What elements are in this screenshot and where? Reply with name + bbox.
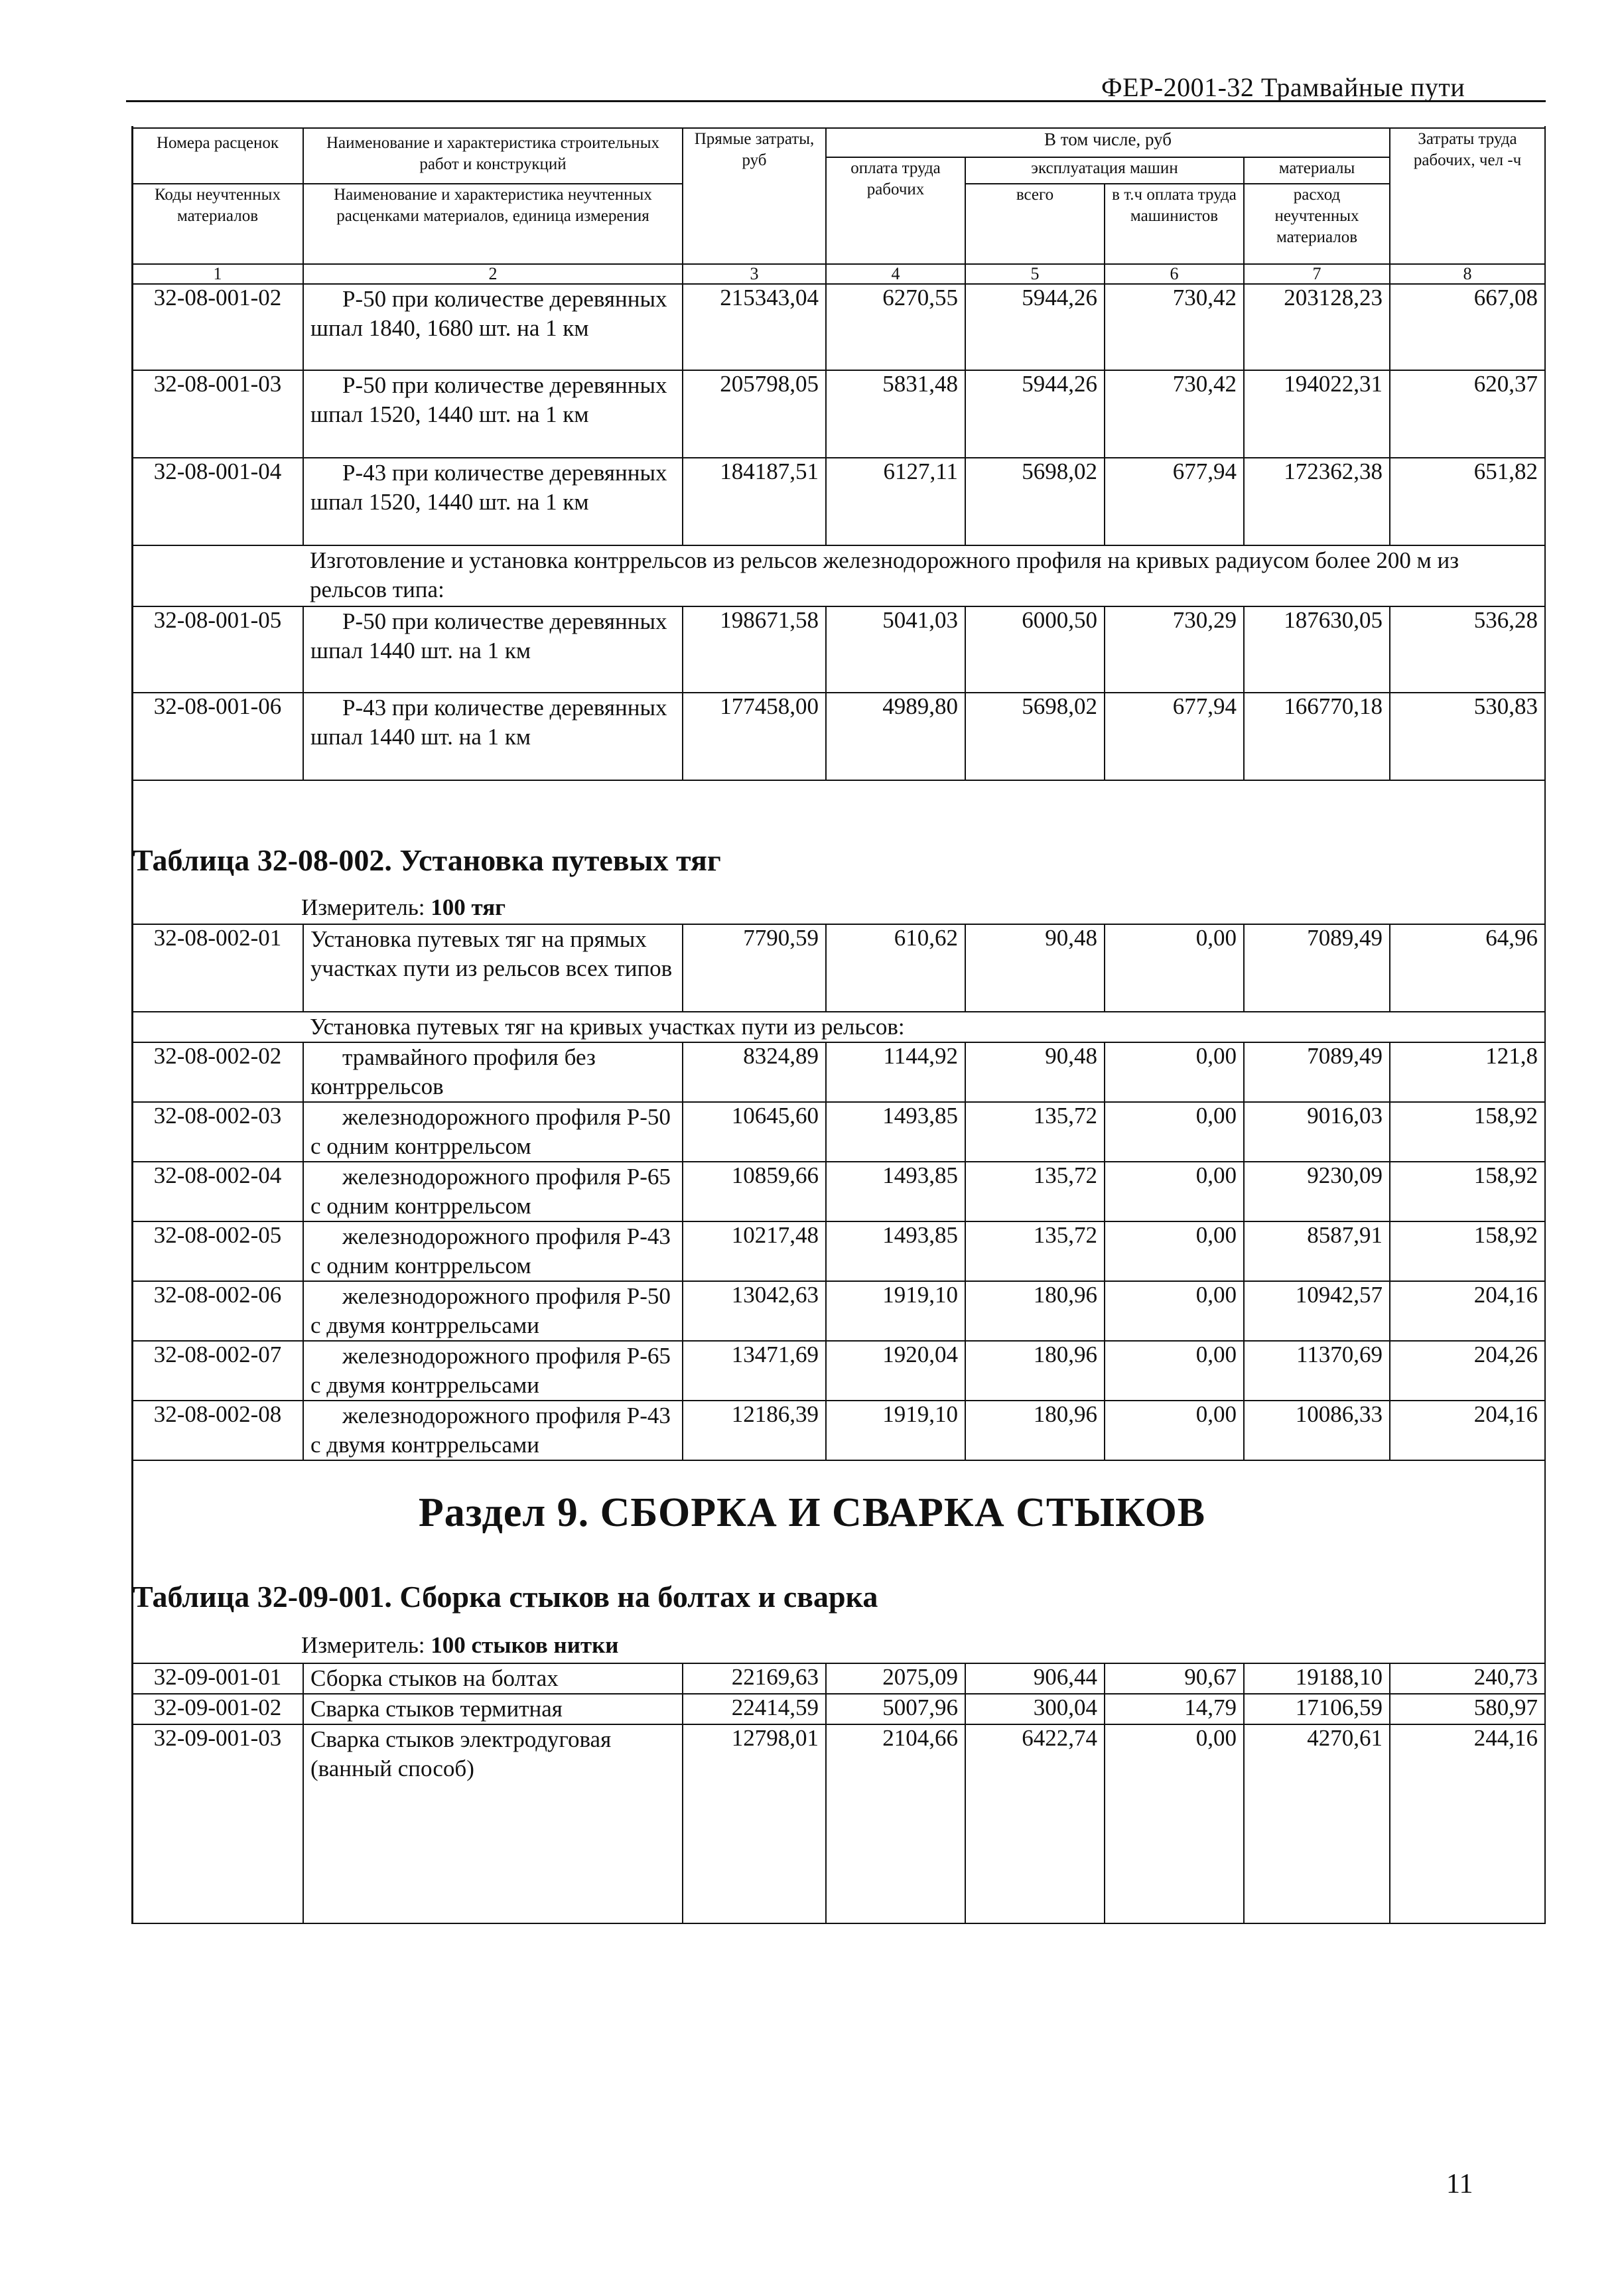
- direct-costs: 10217,48: [683, 1221, 826, 1281]
- machines-total: 135,72: [965, 1162, 1105, 1221]
- direct-costs: 177458,00: [683, 693, 826, 780]
- labor-hours: 244,16: [1390, 1724, 1545, 1923]
- rate-description: Сварка стыков термитная: [303, 1694, 683, 1724]
- column-header-labor-pay: оплата труда рабочих: [826, 157, 965, 264]
- column-header-codes: Номера расценок: [132, 128, 303, 184]
- materials: 7089,49: [1244, 1042, 1390, 1102]
- labor-hours: 580,97: [1390, 1694, 1545, 1724]
- labor-hours: 121,8: [1390, 1042, 1545, 1102]
- labor-pay: 2075,09: [826, 1663, 965, 1694]
- unit-value: 100 тяг: [431, 894, 506, 920]
- unit-label: Измеритель:: [301, 894, 425, 920]
- table-row: [132, 1694, 1545, 1724]
- machines-total: 5698,02: [965, 693, 1105, 780]
- table-row: [132, 284, 1545, 370]
- labor-pay: 1493,85: [826, 1162, 965, 1221]
- table-row: [132, 606, 1545, 693]
- table-row: [132, 1281, 1545, 1341]
- materials: 203128,23: [1244, 284, 1390, 370]
- rate-description: железнодорожного профиля Р-50 с двумя контррельсами: [303, 1281, 683, 1341]
- rate-code: 32-08-002-08: [132, 1401, 303, 1460]
- materials: 9230,09: [1244, 1162, 1390, 1221]
- labor-pay: 1493,85: [826, 1102, 965, 1162]
- rate-description: Р-43 при количестве деревянных шпал 1440 шт. на 1 км: [303, 693, 683, 780]
- table-row: [132, 1724, 1545, 1923]
- rate-code: 32-08-001-04: [132, 458, 303, 545]
- direct-costs: 8324,89: [683, 1042, 826, 1102]
- materials: 187630,05: [1244, 606, 1390, 693]
- machinist-pay: 0,00: [1105, 1042, 1244, 1102]
- labor-hours: 536,28: [1390, 606, 1545, 693]
- labor-hours: 204,16: [1390, 1281, 1545, 1341]
- column-header-machinist-pay: в т.ч оплата труда машинистов: [1105, 184, 1244, 264]
- labor-pay: 1919,10: [826, 1401, 965, 1460]
- machinist-pay: 0,00: [1105, 1724, 1244, 1923]
- column-number-row: [132, 264, 1545, 284]
- table-row: [132, 1663, 1545, 1694]
- labor-pay: 6127,11: [826, 458, 965, 545]
- price-table-09-001: [131, 1663, 1546, 1924]
- column-number: 7: [1244, 264, 1390, 284]
- rate-code: 32-09-001-01: [132, 1663, 303, 1694]
- machinist-pay: 0,00: [1105, 1102, 1244, 1162]
- rate-code: 32-08-001-02: [132, 284, 303, 370]
- machinist-pay: 0,00: [1105, 1162, 1244, 1221]
- header-rule: [126, 100, 1546, 102]
- section-title: Раздел 9. СБОРКА И СВАРКА СТЫКОВ: [418, 1490, 1206, 1535]
- column-header-materials-consumption: расход неучтенных материалов: [1244, 184, 1390, 264]
- labor-pay: 2104,66: [826, 1724, 965, 1923]
- column-number: 1: [132, 264, 303, 284]
- unit-value: 100 стыков нитки: [431, 1632, 619, 1658]
- column-header-material-codes: Коды неучтенных материалов: [132, 184, 303, 264]
- labor-hours: 158,92: [1390, 1221, 1545, 1281]
- direct-costs: 198671,58: [683, 606, 826, 693]
- materials: 10942,57: [1244, 1281, 1390, 1341]
- table-row: [132, 693, 1545, 780]
- column-number: 4: [826, 264, 965, 284]
- machinist-pay: 730,29: [1105, 606, 1244, 693]
- rate-code: 32-08-002-06: [132, 1281, 303, 1341]
- machines-total: 300,04: [965, 1694, 1105, 1724]
- rate-description: Сборка стыков на болтах: [303, 1663, 683, 1694]
- rate-code: 32-08-001-05: [132, 606, 303, 693]
- direct-costs: 10645,60: [683, 1102, 826, 1162]
- labor-pay: 5831,48: [826, 370, 965, 458]
- rate-description: железнодорожного профиля Р-50 с одним контррельсом: [303, 1102, 683, 1162]
- machinist-pay: 0,00: [1105, 1341, 1244, 1401]
- machines-total: 180,96: [965, 1341, 1105, 1401]
- rate-description: Р-50 при количестве деревянных шпал 1840, 1680 шт. на 1 км: [303, 284, 683, 370]
- machines-total: 180,96: [965, 1401, 1105, 1460]
- labor-hours: 158,92: [1390, 1102, 1545, 1162]
- column-header-group-including: В том числе, руб: [826, 128, 1390, 157]
- machines-total: 5944,26: [965, 370, 1105, 458]
- column-header-direct-costs: Прямые затраты, руб: [683, 128, 826, 264]
- rate-description: Р-50 при количестве деревянных шпал 1440 шт. на 1 км: [303, 606, 683, 693]
- materials: 7089,49: [1244, 924, 1390, 1012]
- table-row: [132, 370, 1545, 458]
- rate-code: 32-08-002-03: [132, 1102, 303, 1162]
- direct-costs: 13042,63: [683, 1281, 826, 1341]
- machines-total: 6000,50: [965, 606, 1105, 693]
- direct-costs: 205798,05: [683, 370, 826, 458]
- column-number: 8: [1390, 264, 1545, 284]
- table-row: [132, 1042, 1545, 1102]
- labor-pay: 6270,55: [826, 284, 965, 370]
- labor-pay: 5041,03: [826, 606, 965, 693]
- materials: 17106,59: [1244, 1694, 1390, 1724]
- column-header-machines: эксплуатация машин: [965, 157, 1244, 184]
- machinist-pay: 0,00: [1105, 1221, 1244, 1281]
- rate-code: 32-08-002-05: [132, 1221, 303, 1281]
- labor-hours: 667,08: [1390, 284, 1545, 370]
- unit-line: [301, 1632, 618, 1659]
- labor-pay: 1493,85: [826, 1221, 965, 1281]
- column-number: 6: [1105, 264, 1244, 284]
- rate-description: железнодорожного профиля Р-43 с одним контррельсом: [303, 1221, 683, 1281]
- group-heading-row: [132, 1012, 1545, 1042]
- rate-description: железнодорожного профиля Р-65 с двумя контррельсами: [303, 1341, 683, 1401]
- labor-hours: 204,16: [1390, 1401, 1545, 1460]
- table-row: [132, 1102, 1545, 1162]
- rate-description: трамвайного профиля без контррельсов: [303, 1042, 683, 1102]
- column-header-machines-total: всего: [965, 184, 1105, 264]
- labor-pay: 4989,80: [826, 693, 965, 780]
- direct-costs: 10859,66: [683, 1162, 826, 1221]
- rate-code: 32-08-002-02: [132, 1042, 303, 1102]
- rate-code: 32-08-001-03: [132, 370, 303, 458]
- rate-code: 32-09-001-02: [132, 1694, 303, 1724]
- machines-total: 180,96: [965, 1281, 1105, 1341]
- rate-code: 32-08-002-07: [132, 1341, 303, 1401]
- labor-hours: 240,73: [1390, 1663, 1545, 1694]
- price-table-08-001: [131, 127, 1546, 781]
- column-number: 2: [303, 264, 683, 284]
- materials: 172362,38: [1244, 458, 1390, 545]
- labor-hours: 204,26: [1390, 1341, 1545, 1401]
- direct-costs: 7790,59: [683, 924, 826, 1012]
- group-heading: Установка путевых тяг на кривых участках пути из рельсов:: [303, 1012, 1545, 1042]
- machinist-pay: 677,94: [1105, 458, 1244, 545]
- rate-code: 32-08-002-01: [132, 924, 303, 1012]
- machines-total: 135,72: [965, 1102, 1105, 1162]
- column-number: 3: [683, 264, 826, 284]
- machines-total: 6422,74: [965, 1724, 1105, 1923]
- rate-code: 32-09-001-03: [132, 1724, 303, 1923]
- rate-description: железнодорожного профиля Р-43 с двумя контррельсами: [303, 1401, 683, 1460]
- table-row: [132, 1341, 1545, 1401]
- machines-total: 90,48: [965, 1042, 1105, 1102]
- table-row: [132, 458, 1545, 545]
- group-heading-row: [132, 545, 1545, 606]
- unit-label: Измеритель:: [301, 1632, 425, 1658]
- machinist-pay: 14,79: [1105, 1694, 1244, 1724]
- rate-description: Установка путевых тяг на прямых участках пути из рельсов всех типов: [303, 924, 683, 1012]
- labor-pay: 1920,04: [826, 1341, 965, 1401]
- labor-hours: 158,92: [1390, 1162, 1545, 1221]
- direct-costs: 12186,39: [683, 1401, 826, 1460]
- rate-description: железнодорожного профиля Р-65 с одним контррельсом: [303, 1162, 683, 1221]
- materials: 4270,61: [1244, 1724, 1390, 1923]
- labor-pay: 5007,96: [826, 1694, 965, 1724]
- rate-code: 32-08-001-06: [132, 693, 303, 780]
- materials: 10086,33: [1244, 1401, 1390, 1460]
- group-heading: Изготовление и установка контррельсов из рельсов железнодорожного профиля на кривых радиусом более 200 м из рельсов типа:: [303, 545, 1545, 606]
- materials: 8587,91: [1244, 1221, 1390, 1281]
- materials: 9016,03: [1244, 1102, 1390, 1162]
- direct-costs: 215343,04: [683, 284, 826, 370]
- labor-pay: 610,62: [826, 924, 965, 1012]
- column-header-materials-group: материалы: [1244, 157, 1390, 184]
- labor-hours: 620,37: [1390, 370, 1545, 458]
- direct-costs: 22169,63: [683, 1663, 826, 1694]
- table-row: [132, 1162, 1545, 1221]
- table-title: Таблица 32-08-002. Установка путевых тяг: [133, 843, 721, 877]
- page-number: 11: [1446, 2169, 1473, 2199]
- unit-line: [301, 894, 506, 921]
- rate-description: Сварка стыков электродуговая (ванный способ): [303, 1724, 683, 1923]
- direct-costs: 12798,01: [683, 1724, 826, 1923]
- rate-description: Р-43 при количестве деревянных шпал 1520, 1440 шт. на 1 км: [303, 458, 683, 545]
- labor-hours: 651,82: [1390, 458, 1545, 545]
- table-row: [132, 924, 1545, 1012]
- machinist-pay: 677,94: [1105, 693, 1244, 780]
- rate-code: 32-08-002-04: [132, 1162, 303, 1221]
- direct-costs: 184187,51: [683, 458, 826, 545]
- table-title: Таблица 32-09-001. Сборка стыков на болтах и сварка: [133, 1580, 878, 1614]
- price-table-08-002: [131, 924, 1546, 1461]
- direct-costs: 13471,69: [683, 1341, 826, 1401]
- machinist-pay: 90,67: [1105, 1663, 1244, 1694]
- machinist-pay: 0,00: [1105, 1281, 1244, 1341]
- machines-total: 135,72: [965, 1221, 1105, 1281]
- table-row: [132, 1221, 1545, 1281]
- materials: 166770,18: [1244, 693, 1390, 780]
- machines-total: 906,44: [965, 1663, 1105, 1694]
- machinist-pay: 730,42: [1105, 370, 1244, 458]
- table-row: [132, 1401, 1545, 1460]
- labor-hours: 530,83: [1390, 693, 1545, 780]
- labor-pay: 1144,92: [826, 1042, 965, 1102]
- labor-hours: 64,96: [1390, 924, 1545, 1012]
- running-head: ФЕР-2001-32 Трамвайные пути: [1101, 72, 1465, 102]
- machines-total: 90,48: [965, 924, 1105, 1012]
- labor-pay: 1919,10: [826, 1281, 965, 1341]
- machinist-pay: 730,42: [1105, 284, 1244, 370]
- column-header-material-name: Наименование и характеристика неучтенных расценками материалов, единица измерения: [303, 184, 683, 264]
- machines-total: 5698,02: [965, 458, 1105, 545]
- machinist-pay: 0,00: [1105, 1401, 1244, 1460]
- machines-total: 5944,26: [965, 284, 1105, 370]
- machinist-pay: 0,00: [1105, 924, 1244, 1012]
- rate-description: Р-50 при количестве деревянных шпал 1520, 1440 шт. на 1 км: [303, 370, 683, 458]
- materials: 194022,31: [1244, 370, 1390, 458]
- column-header-labor-hours: Затраты труда рабочих, чел -ч: [1390, 128, 1545, 264]
- column-header-name: Наименование и характеристика строительных работ и конструкций: [303, 128, 683, 184]
- column-number: 5: [965, 264, 1105, 284]
- materials: 11370,69: [1244, 1341, 1390, 1401]
- materials: 19188,10: [1244, 1663, 1390, 1694]
- direct-costs: 22414,59: [683, 1694, 826, 1724]
